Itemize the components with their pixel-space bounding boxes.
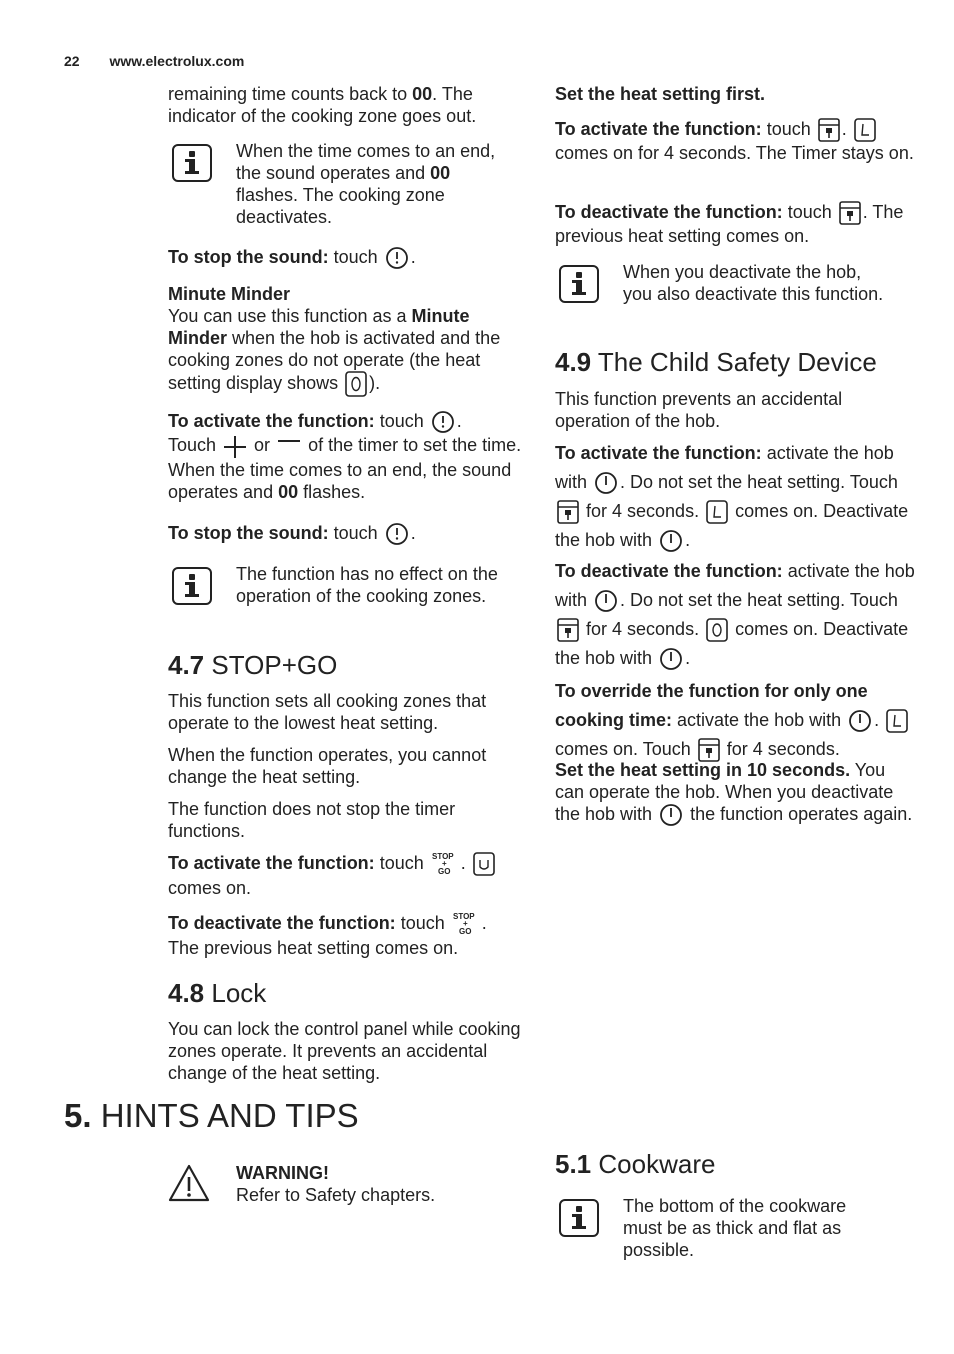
info-note-cookware: The bottom of the cookware must be as thick and flat as possible. bbox=[555, 1195, 885, 1261]
section-5-1-heading: 5.1 Cookware bbox=[555, 1149, 716, 1179]
section-4-8-body: You can lock the control panel while cooking zones operate. It prevents an accidental change of the heat setting. bbox=[168, 1019, 521, 1083]
lock-key-icon bbox=[557, 500, 579, 524]
timer-activate: To activate the function: touch . comes on for 4 seconds. The Timer stays on. bbox=[555, 119, 914, 164]
power-icon bbox=[848, 709, 872, 733]
svg-text:+: + bbox=[462, 919, 468, 928]
plus-icon bbox=[223, 435, 247, 459]
power-icon bbox=[594, 471, 618, 495]
warning-icon bbox=[168, 1164, 210, 1202]
clock-icon bbox=[385, 246, 409, 270]
lock-key-icon bbox=[557, 618, 579, 642]
timer-paragraph: remaining time counts back to 00. The indicator of the cooking zone goes out. bbox=[168, 84, 477, 126]
stop-go-icon bbox=[431, 851, 459, 877]
child-safety-activate: To activate the function: activate the hob with . Do not set the heat setting. Touch for 4 seconds. comes on. Deactivate the hob with . bbox=[555, 439, 915, 555]
info-icon bbox=[172, 567, 212, 605]
child-safety-deactivate: To deactivate the function: activate the hob with . Do not set the heat setting. Touch for 4 seconds. comes on. Deactivate the hob with . bbox=[555, 557, 915, 673]
clock-icon bbox=[431, 410, 455, 434]
section-4-8-heading: 4.8 Lock bbox=[168, 978, 267, 1008]
l-display-icon bbox=[706, 500, 728, 524]
svg-text:GO: GO bbox=[458, 927, 472, 936]
u-display-icon bbox=[473, 852, 495, 876]
stop-sound-1: To stop the sound: touch . bbox=[168, 246, 528, 270]
zero-display-icon bbox=[345, 371, 367, 397]
left-column bbox=[168, 83, 528, 127]
stop-go-icon bbox=[452, 911, 480, 937]
svg-text:+: + bbox=[441, 859, 447, 868]
warning-note: WARNING! Refer to Safety chapters. bbox=[168, 1162, 498, 1207]
child-safety-override: To override the function for only one cooking time: activate the hob with . comes on. Touch for 4 seconds. bbox=[555, 677, 915, 764]
info-icon bbox=[172, 144, 212, 182]
info-icon bbox=[559, 1199, 599, 1237]
page-number: 22 bbox=[64, 53, 80, 69]
section-5-heading: 5. HINTS AND TIPS bbox=[64, 1097, 359, 1134]
info-note-deactivate: When you deactivate the hob, you also deactivate this function. bbox=[555, 261, 885, 305]
stop-go-activate: To activate the function: touch STOP + GO . comes on. bbox=[168, 851, 528, 899]
heat-setting-first: Set the heat setting first. bbox=[555, 84, 766, 104]
section-4-7-body: This function sets all cooking zones that operate to the lowest heat setting. When the function operates, you cannot change the heat setting. The function does not stop the timer functions. bbox=[168, 691, 487, 841]
power-icon bbox=[659, 647, 683, 671]
l-display-icon bbox=[854, 118, 876, 142]
timer-deactivate: To deactivate the function: touch . The previous heat setting comes on. bbox=[555, 202, 904, 247]
svg-text:STOP: STOP bbox=[431, 852, 454, 861]
section-4-9-heading: 4.9 The Child Safety Device bbox=[555, 347, 877, 377]
section-4-7-heading: 4.7 STOP+GO bbox=[168, 650, 338, 680]
stop-go-deactivate: To deactivate the function: touch STOP + GO . The previous heat setting comes on. bbox=[168, 912, 487, 958]
info-note-no-effect: The function has no effect on the operation of the cooking zones. bbox=[168, 563, 498, 607]
power-icon bbox=[659, 529, 683, 553]
page-header bbox=[64, 50, 244, 72]
svg-text:GO: GO bbox=[437, 867, 451, 876]
website-url: www.electrolux.com bbox=[109, 53, 245, 69]
section-4-9-intro: This function prevents an accidental operation of the hob. bbox=[555, 389, 843, 431]
zero-display-icon bbox=[706, 618, 728, 642]
clock-icon bbox=[385, 522, 409, 546]
svg-text:STOP: STOP bbox=[452, 912, 475, 921]
info-note-timer-end: When the time comes to an end, the sound operates and 00 flashes. The cooking zone deactivates. bbox=[168, 140, 498, 228]
power-icon bbox=[659, 803, 683, 827]
minute-minder-title: Minute Minder bbox=[168, 284, 290, 304]
l-display-icon bbox=[886, 709, 908, 733]
stop-sound-2: To stop the sound: touch . bbox=[168, 522, 528, 546]
lock-key-icon bbox=[818, 118, 840, 142]
minute-minder-block: Minute Minder You can use this function as a Minute Minder when the hob is activated and the cooking zones do not operate (the heat setting display shows ). bbox=[168, 283, 528, 397]
info-icon bbox=[559, 265, 599, 303]
activate-minute-minder: To activate the function: touch . Touch or of the timer to set the time. When the time comes to an end, the sound operates and 00 flashes. bbox=[168, 411, 522, 502]
child-safety-override-cont: Set the heat setting in 10 seconds. You can operate the hob. When you deactivate the hob with the function operates again. bbox=[555, 759, 915, 827]
power-icon bbox=[594, 589, 618, 613]
minus-icon bbox=[277, 435, 301, 459]
lock-key-icon bbox=[839, 201, 861, 225]
